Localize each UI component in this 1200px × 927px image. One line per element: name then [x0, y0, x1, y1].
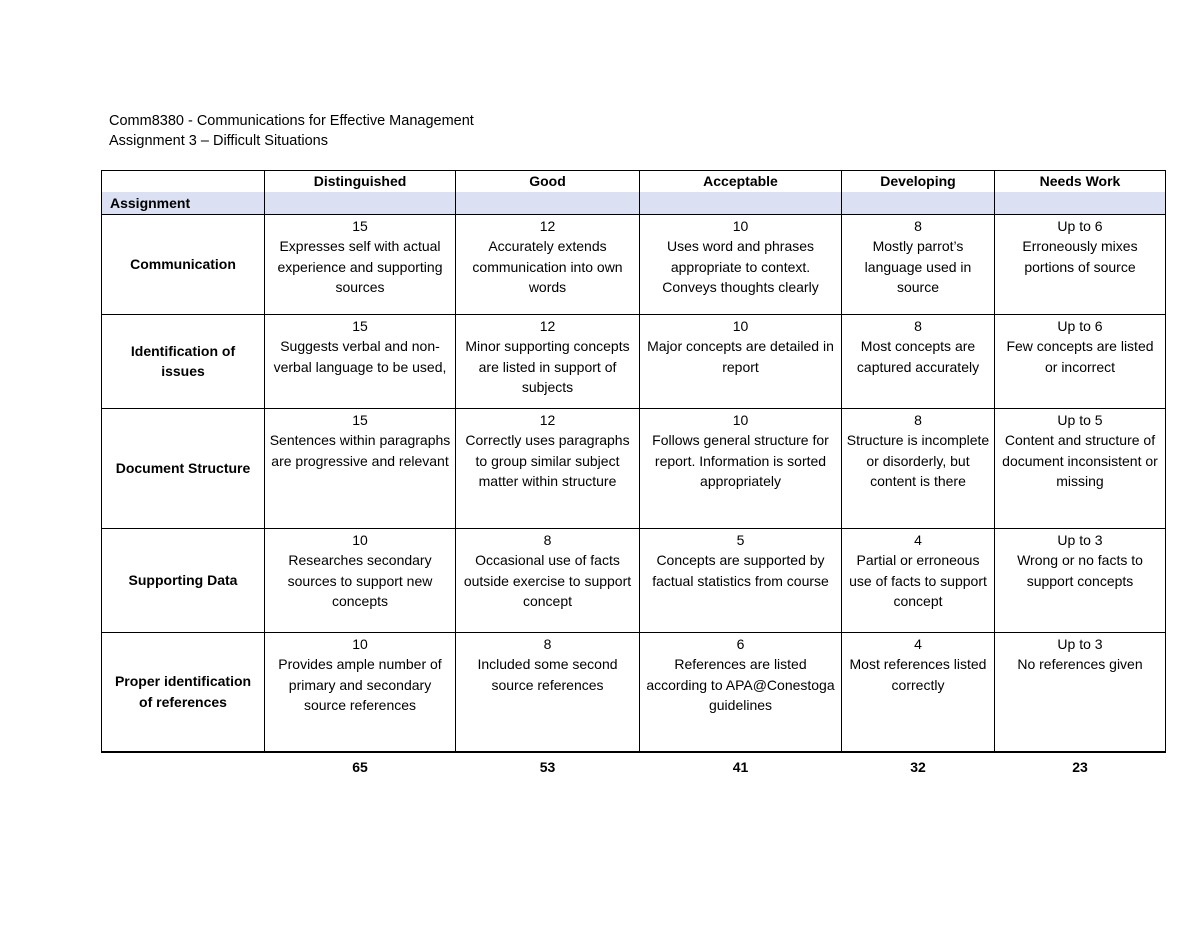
cell-points: Up to 5: [1057, 411, 1103, 428]
cell-points: 15: [352, 217, 368, 234]
cell-points: Up to 3: [1057, 635, 1103, 652]
cell-description: Mostly parrot’s language used in source: [864, 238, 972, 295]
cell-description: Major concepts are detailed in report: [647, 338, 834, 375]
cell-description: Correctly uses paragraphs to group similar subject matter within structure: [465, 432, 630, 489]
rubric-row-proper-identification-of-references: [102, 632, 1166, 752]
level-header-needs-work: Needs Work: [995, 171, 1166, 192]
criterion-label: Document Structure: [102, 408, 265, 528]
cell-points: 15: [352, 317, 368, 334]
cell-points: 15: [352, 411, 368, 428]
cell-description: Wrong or no facts to support concepts: [1017, 552, 1143, 589]
level-header-row: [102, 171, 1166, 192]
header-shade-cell: [456, 192, 640, 215]
course-title: Comm8380 - Communications for Effective Management: [109, 113, 474, 129]
cell-points: 4: [914, 531, 922, 548]
document-header: [109, 111, 474, 151]
cell-description: Few concepts are listed or incorrect: [1006, 338, 1154, 375]
cell-points: 8: [914, 317, 922, 334]
criterion-label: Identification of issues: [102, 314, 265, 408]
cell-points: Up to 6: [1057, 217, 1103, 234]
cell-points: 10: [352, 635, 368, 652]
cell-description: Occasional use of facts outside exercise to support concept: [463, 552, 632, 609]
cell-points: 8: [543, 531, 552, 548]
cell-description: No references given: [1017, 656, 1143, 672]
cell-description: Most references listed correctly: [849, 656, 987, 693]
cell-description: Minor supporting concepts are listed in support of subjects: [465, 338, 630, 395]
rubric-cell-good: [456, 408, 640, 528]
cell-points: 4: [914, 635, 922, 652]
total-needs-work: 23: [995, 752, 1166, 778]
assignment-header-row: [102, 192, 1166, 215]
cell-points: Up to 3: [1057, 531, 1103, 548]
rubric-cell-good: [456, 214, 640, 314]
cell-points: Up to 6: [1057, 317, 1103, 334]
rubric-row-communication: [102, 214, 1166, 314]
rubric-cell-developing: [842, 408, 995, 528]
level-header-distinguished: Distinguished: [265, 171, 456, 192]
cell-description: Erroneously mixes portions of source: [1022, 238, 1138, 275]
criterion-label: Supporting Data: [102, 528, 265, 632]
cell-description: References are listed according to APA@Conestoga guidelines: [646, 656, 835, 713]
cell-description: Most concepts are captured accurately: [856, 338, 980, 375]
cell-description: Provides ample number of primary and secondary source references: [278, 656, 442, 713]
criterion-label: Proper identification of references: [102, 632, 265, 752]
level-header-acceptable: Acceptable: [640, 171, 842, 192]
cell-description: Structure is incomplete or disorderly, but content is there: [846, 432, 990, 489]
header-shade-cell: [640, 192, 842, 215]
total-distinguished: 65: [265, 752, 456, 778]
rubric-cell-developing: [842, 314, 995, 408]
rubric-row-supporting-data: [102, 528, 1166, 632]
cell-points: 10: [732, 411, 749, 428]
cell-points: 12: [539, 411, 556, 428]
corner-cell: [102, 171, 265, 192]
cell-points: 8: [914, 217, 922, 234]
cell-points: 10: [732, 317, 749, 334]
rubric-cell-acceptable: [640, 214, 842, 314]
cell-points: 12: [539, 217, 556, 234]
rubric-cell-developing: [842, 632, 995, 752]
cell-description: Suggests verbal and non-verbal language to be used,: [273, 338, 447, 375]
rubric-row-document-structure: [102, 408, 1166, 528]
assignment-title: Assignment 3 – Difficult Situations: [109, 133, 328, 149]
rubric-cell-needs-work: [995, 408, 1166, 528]
totals-blank-cell: [102, 752, 265, 778]
rubric-cell-distinguished: [265, 528, 456, 632]
rubric-table: [101, 170, 1166, 778]
rubric-cell-acceptable: [640, 632, 842, 752]
total-developing: 32: [842, 752, 995, 778]
cell-description: Researches secondary sources to support new concepts: [287, 552, 433, 609]
cell-points: 6: [736, 635, 745, 652]
rubric-cell-acceptable: [640, 314, 842, 408]
cell-points: 12: [539, 317, 556, 334]
cell-points: 10: [732, 217, 749, 234]
rubric-cell-distinguished: [265, 632, 456, 752]
cell-description: Accurately extends communication into own words: [472, 238, 623, 295]
cell-points: 8: [914, 411, 922, 428]
criterion-label: Communication: [102, 214, 265, 314]
cell-description: Follows general structure for report. Information is sorted appropriately: [652, 432, 829, 489]
rubric-cell-acceptable: [640, 528, 842, 632]
level-header-good: Good: [456, 171, 640, 192]
cell-description: Uses word and phrases appropriate to context. Conveys thoughts clearly: [662, 238, 819, 295]
cell-description: Sentences within paragraphs are progressive and relevant: [269, 432, 451, 469]
total-good: 53: [456, 752, 640, 778]
cell-description: Content and structure of document inconsistent or missing: [1002, 432, 1158, 489]
cell-description: Partial or erroneous use of facts to support concept: [849, 552, 987, 609]
cell-description: Concepts are supported by factual statistics from course: [652, 552, 829, 589]
rubric-cell-needs-work: [995, 528, 1166, 632]
totals-row: [102, 752, 1166, 778]
cell-points: 10: [352, 531, 368, 548]
rubric-cell-needs-work: [995, 214, 1166, 314]
cell-description: Expresses self with actual experience and supporting sources: [277, 238, 443, 295]
rubric-cell-needs-work: [995, 632, 1166, 752]
header-shade-cell: [842, 192, 995, 215]
rubric-cell-distinguished: [265, 214, 456, 314]
rubric-cell-developing: [842, 528, 995, 632]
rubric-cell-developing: [842, 214, 995, 314]
header-shade-cell: [265, 192, 456, 215]
header-shade-cell: [995, 192, 1166, 215]
level-header-developing: Developing: [842, 171, 995, 192]
rubric-cell-needs-work: [995, 314, 1166, 408]
total-acceptable: 41: [640, 752, 842, 778]
rubric-cell-good: [456, 632, 640, 752]
rubric-cell-distinguished: [265, 408, 456, 528]
cell-points: 8: [543, 635, 552, 652]
rubric-cell-good: [456, 528, 640, 632]
assignment-label: Assignment: [102, 192, 265, 215]
rubric-cell-good: [456, 314, 640, 408]
rubric-row-identification-of-issues: [102, 314, 1166, 408]
cell-description: Included some second source references: [477, 656, 618, 693]
cell-points: 5: [736, 531, 745, 548]
rubric-cell-distinguished: [265, 314, 456, 408]
rubric-cell-acceptable: [640, 408, 842, 528]
